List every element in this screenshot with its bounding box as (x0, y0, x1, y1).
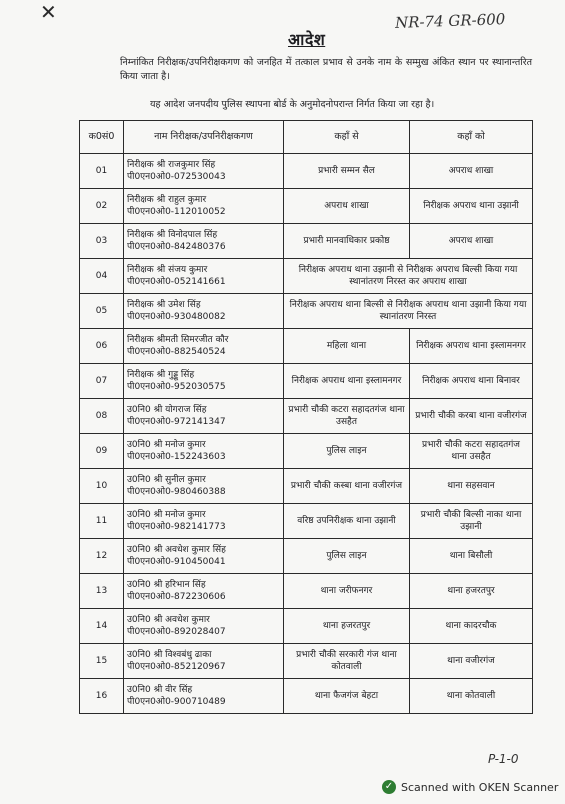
officer-pno: पी0एन0ओ0-152243603 (127, 452, 226, 462)
officer-pno: पी0एन0ओ0-882540524 (127, 347, 226, 357)
close-icon[interactable]: ✕ (40, 0, 57, 24)
officer-name: निरीक्षक श्री विनोदपाल सिंह (127, 230, 218, 240)
to-cell: थाना हजरतपुर (410, 574, 533, 609)
officer-pno: पी0एन0ओ0-112010052 (127, 207, 226, 217)
officer-pno: पी0एन0ओ0-910450041 (127, 557, 226, 567)
scanner-watermark (382, 780, 558, 794)
serial-cell: 01 (80, 154, 124, 189)
header-serial: क0सं0 (80, 121, 124, 154)
name-cell (124, 434, 284, 469)
officer-pno: पी0एन0ओ0-842480376 (127, 242, 226, 252)
officer-name: उ0नि0 श्री मनोज कुमार (127, 440, 206, 450)
table-row (80, 434, 533, 469)
serial-cell: 07 (80, 364, 124, 399)
name-cell (124, 504, 284, 539)
name-cell (124, 364, 284, 399)
table-row (80, 399, 533, 434)
table-row (80, 504, 533, 539)
officer-pno: पी0एन0ओ0-892028407 (127, 627, 226, 637)
officer-name: निरीक्षक श्री उमेश सिंह (127, 300, 201, 310)
from-cell: वरिष्ठ उपनिरीक्षक थाना उझानी (284, 504, 410, 539)
name-cell (124, 399, 284, 434)
to-cell: प्रभारी चौकी कटरा सहादतगंज थाना उसहैत (410, 434, 533, 469)
name-cell (124, 189, 284, 224)
officer-pno: पी0एन0ओ0-052141661 (127, 277, 226, 287)
officer-name: उ0नि0 श्री सुनील कुमार (127, 475, 206, 485)
to-cell: थाना बिसौली (410, 539, 533, 574)
from-cell: पुलिस लाइन (284, 539, 410, 574)
officer-pno: पी0एन0ओ0-952030575 (127, 382, 226, 392)
header-name: नाम निरीक्षक/उपनिरीक्षकगण (124, 121, 284, 154)
table-row (80, 189, 533, 224)
to-cell: निरीक्षक अपराध थाना इस्लामनगर (410, 329, 533, 364)
name-cell (124, 469, 284, 504)
to-cell: थाना कादरचौक (410, 609, 533, 644)
officer-name: उ0नि0 श्री योगराज सिंह (127, 405, 207, 415)
page-title: आदेश (288, 30, 326, 49)
table-row (80, 539, 533, 574)
scanner-text: Scanned with OKEN Scanner (401, 780, 559, 794)
officer-name: उ0नि0 श्री विश्वबंधु ढाका (127, 650, 212, 660)
serial-cell: 10 (80, 469, 124, 504)
name-cell (124, 679, 284, 714)
table-header-row (80, 121, 533, 154)
from-cell: निरीक्षक अपराध थाना इस्लामनगर (284, 364, 410, 399)
to-cell: निरीक्षक अपराध थाना बिनावर (410, 364, 533, 399)
officer-pno: पी0एन0ओ0-072530043 (127, 172, 226, 182)
serial-cell: 03 (80, 224, 124, 259)
officer-name: उ0नि0 श्री हरिभान सिंह (127, 580, 206, 590)
to-cell: थाना सहसवान (410, 469, 533, 504)
handwritten-note: NR-74 GR-600 (394, 10, 506, 32)
serial-cell: 15 (80, 644, 124, 679)
to-cell: अपराध शाखा (410, 224, 533, 259)
to-cell: थाना कोतवाली (410, 679, 533, 714)
merged-transfer-cell: निरीक्षक अपराध थाना बिल्सी से निरीक्षक अपराध थाना उझानी किया गया स्थानांतरण निरस्त (284, 294, 533, 329)
from-cell: थाना हजरतपुर (284, 609, 410, 644)
serial-cell: 02 (80, 189, 124, 224)
table-row (80, 574, 533, 609)
from-cell: महिला थाना (284, 329, 410, 364)
table-row (80, 154, 533, 189)
officer-pno: पी0एन0ओ0-930480082 (127, 312, 226, 322)
name-cell (124, 259, 284, 294)
header-to: कहाँ को (410, 121, 533, 154)
officer-pno: पी0एन0ओ0-982141773 (127, 522, 226, 532)
serial-cell: 08 (80, 399, 124, 434)
from-cell: प्रभारी चौकी कस्बा थाना वजीरगंज (284, 469, 410, 504)
from-cell: पुलिस लाइन (284, 434, 410, 469)
serial-cell: 12 (80, 539, 124, 574)
table-row (80, 609, 533, 644)
serial-cell: 11 (80, 504, 124, 539)
table-row (80, 329, 533, 364)
officer-pno: पी0एन0ओ0-980460388 (127, 487, 226, 497)
from-cell: प्रभारी मानवाधिकार प्रकोष्ठ (284, 224, 410, 259)
officer-pno: पी0एन0ओ0-852120967 (127, 662, 226, 672)
table-row (80, 259, 533, 294)
serial-cell: 05 (80, 294, 124, 329)
header-from: कहाँ से (284, 121, 410, 154)
officer-name: उ0नि0 श्री मनोज कुमार (127, 510, 206, 520)
name-cell (124, 574, 284, 609)
serial-cell: 04 (80, 259, 124, 294)
approval-paragraph: यह आदेश जनपदीय पुलिस स्थापना बोर्ड के अनुमोदनोपरान्त निर्गत किया जा रहा है। (150, 99, 435, 110)
officer-name: निरीक्षक श्रीमती सिमरजीत कौर (127, 335, 229, 345)
table-row (80, 294, 533, 329)
from-cell: प्रभारी सम्मन सैल (284, 154, 410, 189)
officer-name: निरीक्षक श्री राजकुमार सिंह (127, 160, 216, 170)
officer-name: निरीक्षक श्री गुड्डू सिंह (127, 370, 195, 380)
to-cell: प्रभारी चौकी बिल्सी नाका थाना उझानी (410, 504, 533, 539)
officer-pno: पी0एन0ओ0-972141347 (127, 417, 226, 427)
to-cell: निरीक्षक अपराध थाना उझानी (410, 189, 533, 224)
table-row (80, 644, 533, 679)
name-cell (124, 224, 284, 259)
officer-pno: पी0एन0ओ0-872230606 (127, 592, 226, 602)
table-row (80, 469, 533, 504)
serial-cell: 09 (80, 434, 124, 469)
transfer-table (79, 120, 533, 714)
to-cell: अपराध शाखा (410, 154, 533, 189)
from-cell: थाना फैजगंज बेहटा (284, 679, 410, 714)
name-cell (124, 539, 284, 574)
name-cell (124, 609, 284, 644)
from-cell: प्रभारी चौकी कटरा सहादतगंज थाना उसहैत (284, 399, 410, 434)
serial-cell: 14 (80, 609, 124, 644)
officer-name: निरीक्षक श्री राहुल कुमार (127, 195, 207, 205)
table-row (80, 364, 533, 399)
officer-name: उ0नि0 श्री अवधेश कुमार (127, 615, 210, 625)
name-cell (124, 644, 284, 679)
name-cell (124, 154, 284, 189)
from-cell: अपराध शाखा (284, 189, 410, 224)
table-row (80, 679, 533, 714)
name-cell (124, 294, 284, 329)
to-cell: प्रभारी चौकी करबा थाना वजीरगंज (410, 399, 533, 434)
serial-cell: 16 (80, 679, 124, 714)
serial-cell: 13 (80, 574, 124, 609)
name-cell (124, 329, 284, 364)
merged-transfer-cell: निरीक्षक अपराध थाना उझानी से निरीक्षक अपराध बिल्सी किया गया स्थानांतरण निरस्त कर अपराध शाखा (284, 259, 533, 294)
scanner-logo-icon: ✓ (382, 780, 396, 794)
officer-name: उ0नि0 श्री अवधेश कुमार सिंह (127, 545, 226, 555)
to-cell: थाना वजीरगंज (410, 644, 533, 679)
intro-paragraph: निम्नांकित निरीक्षक/उपनिरीक्षकगण को जनहित में तत्काल प्रभाव से उनके नाम के सम्मुख अंकित स्थान पर स्थानान्तरित किया जाता है। (120, 57, 532, 82)
officer-pno: पी0एन0ओ0-900710489 (127, 697, 226, 707)
officer-name: निरीक्षक श्री संजय कुमार (127, 265, 208, 275)
from-cell: थाना जरीफनगर (284, 574, 410, 609)
serial-cell: 06 (80, 329, 124, 364)
table-row (80, 224, 533, 259)
officer-name: उ0नि0 श्री वीर सिंह (127, 685, 193, 695)
signature-mark: P-1-0 (488, 752, 519, 766)
from-cell: प्रभारी चौकी सरकारी गंज थाना कोतवाली (284, 644, 410, 679)
